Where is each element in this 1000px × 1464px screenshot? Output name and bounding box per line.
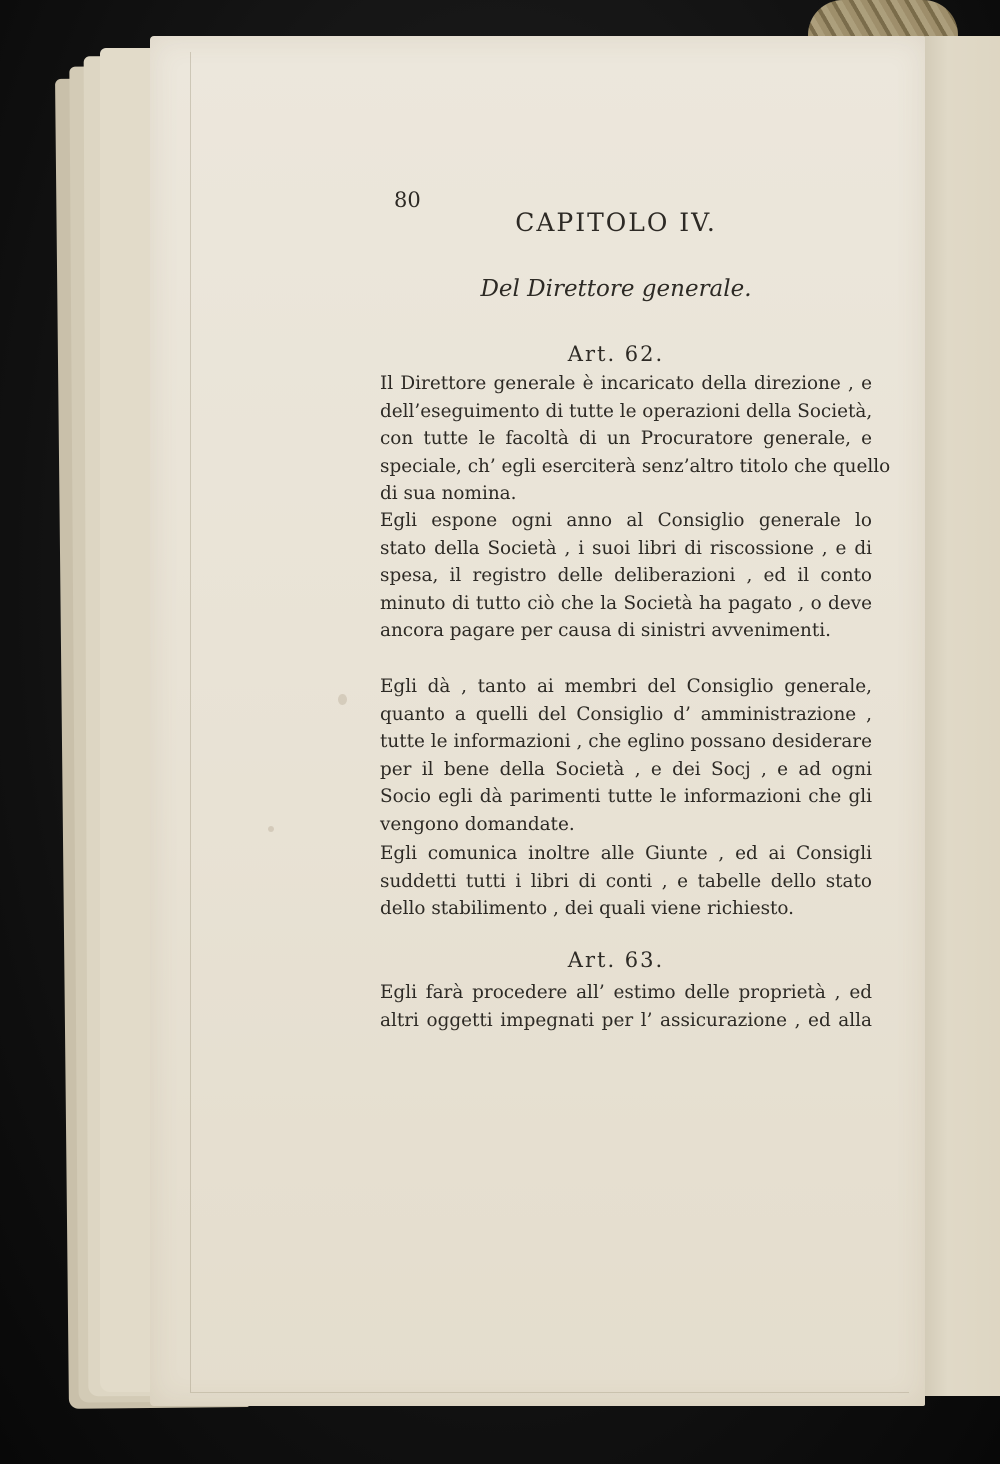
ink-spot xyxy=(268,826,274,832)
article-heading: Art. 63. xyxy=(567,948,665,972)
text-line: Egli dà , tanto ai membri del Consiglio generale, xyxy=(380,676,872,697)
paragraph xyxy=(380,673,872,838)
facing-page-edge xyxy=(918,36,1000,1396)
text-line: Egli espone ogni anno al Consiglio generale lo xyxy=(380,510,872,531)
text-line: con tutte le facoltà di un Procuratore generale, e xyxy=(380,428,872,449)
section-title: Del Direttore generale. xyxy=(480,276,752,302)
text-line: Il Direttore generale è incaricato della direzione , e xyxy=(380,373,872,394)
text-line: dell’eseguimento di tutte le operazioni della Società, xyxy=(380,400,873,422)
ink-spot xyxy=(338,694,347,705)
text-line: dello stabilimento , dei quali viene richiesto. xyxy=(380,898,795,919)
text-line: tutte le informazioni , che eglino possano desiderare xyxy=(380,731,872,752)
text-line: vengono domandate. xyxy=(380,813,575,835)
text-line: Socio egli dà parimenti tutte le informazioni che gli xyxy=(380,786,872,807)
text-line: minuto di tutto ciò che la Società ha pagato , o deve xyxy=(380,592,872,614)
text-line: ancora pagare per causa di sinistri avvenimenti. xyxy=(380,620,831,641)
chapter-heading: CAPITOLO IV. xyxy=(515,208,717,237)
text-line: Egli farà procedere all’ estimo delle proprietà , ed xyxy=(380,982,872,1003)
text-line: altri oggetti impegnati per l’ assicurazione , ed alla xyxy=(380,1009,872,1031)
text-line: per il bene della Società , e dei Socj , e ad ogni xyxy=(380,758,872,780)
page-number: 80 xyxy=(394,188,421,212)
paragraph xyxy=(380,370,891,508)
text-line: quanto a quelli del Consiglio d’ amministrazione , xyxy=(380,703,872,725)
text-line: speciale, ch’ egli eserciterà senz’altro titolo che quello xyxy=(380,455,891,477)
text-line: suddetti tutti i libri di conti , e tabelle dello stato xyxy=(380,870,872,892)
paragraph xyxy=(380,507,872,645)
text-line: stato della Società , i suoi libri di riscossione , e di xyxy=(380,537,872,559)
text-line: di sua nomina. xyxy=(380,483,517,504)
text-line: spesa, il registro delle deliberazioni , ed il conto xyxy=(380,565,872,586)
paragraph xyxy=(380,979,872,1034)
text-line: Egli comunica inoltre alle Giunte , ed ai Consigli xyxy=(380,843,872,864)
paragraph xyxy=(380,840,872,923)
article-heading: Art. 62. xyxy=(567,342,665,366)
